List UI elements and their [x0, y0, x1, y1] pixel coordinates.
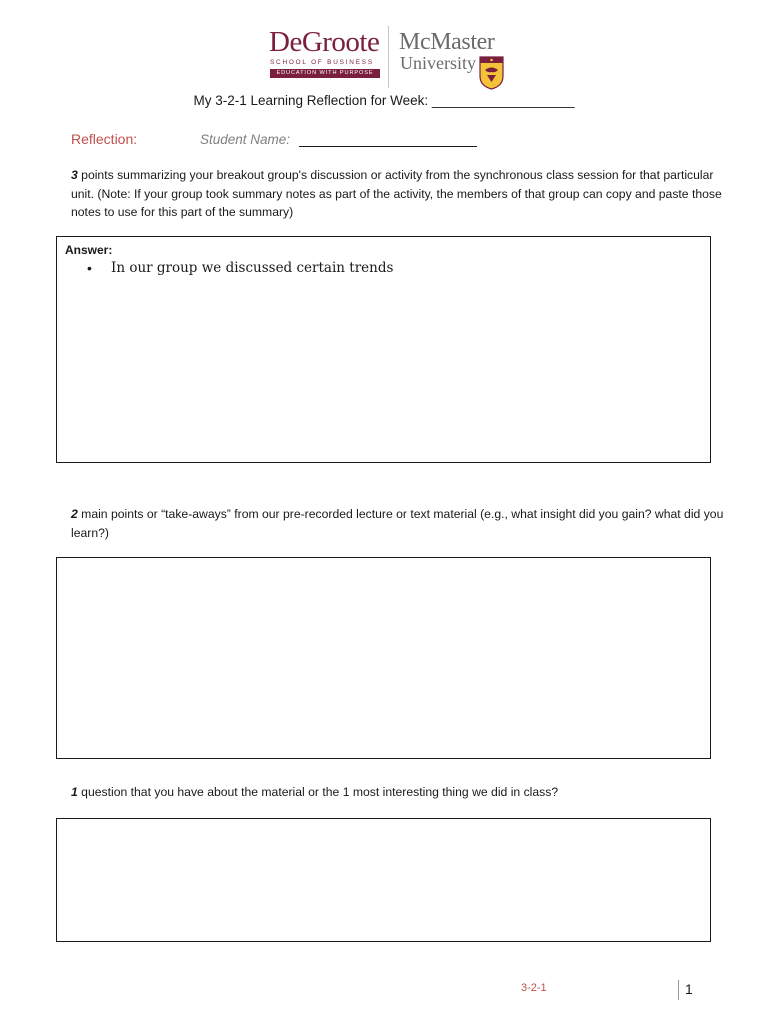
- reflection-label: Reflection:: [71, 131, 138, 147]
- section-1-answer-box[interactable]: [56, 818, 711, 942]
- section-3-prompt-text: points summarizing your breakout group's discussion or activity from the synchronous class session for that particular unit. (Note: If your group took summary notes as part of the activity, the members of that group can copy and paste those notes to use for this part of the summary): [71, 168, 722, 219]
- page-number: 1: [685, 981, 693, 997]
- mcmaster-crest-icon: [479, 56, 504, 90]
- student-name-label: Student Name:: [200, 132, 291, 147]
- degroote-mcmaster-logo: [262, 22, 512, 96]
- section-1-prompt-text: question that you have about the material or the 1 most interesting thing we did in class?: [77, 785, 559, 799]
- university-wordmark: University: [400, 53, 476, 73]
- student-name-field[interactable]: [299, 146, 477, 147]
- page-title: My 3-2-1 Learning Reflection for Week: ___________________: [193, 93, 575, 108]
- education-with-purpose-bar: EDUCATION WITH PURPOSE: [270, 69, 380, 78]
- degroote-wordmark: DeGroote: [269, 26, 380, 58]
- footer-separator: [678, 980, 679, 1000]
- bullet-icon: •: [87, 260, 92, 276]
- section-2-prompt-text: main points or “take-aways” from our pre-recorded lecture or text material (e.g., what insight did you gain? what did you learn?): [71, 507, 724, 540]
- school-of-business-text: SCHOOL OF BUSINESS: [270, 59, 374, 66]
- logo-divider: [388, 26, 389, 88]
- section-2-prompt: [71, 505, 731, 542]
- section-3-number: 3: [71, 168, 78, 182]
- section-3-prompt: [71, 166, 731, 222]
- footer-code: 3-2-1: [521, 982, 547, 994]
- section-1-prompt: [71, 783, 731, 802]
- section-1-number: 1: [71, 785, 78, 799]
- answer-label: Answer:: [65, 243, 113, 257]
- mcmaster-wordmark: McMaster: [399, 29, 495, 55]
- section-2-number: 2: [71, 507, 78, 521]
- section-2-answer-box[interactable]: [56, 557, 711, 759]
- section-3-answer-box[interactable]: [56, 236, 711, 463]
- answer-bullet-text: In our group we discussed certain trends: [111, 260, 394, 276]
